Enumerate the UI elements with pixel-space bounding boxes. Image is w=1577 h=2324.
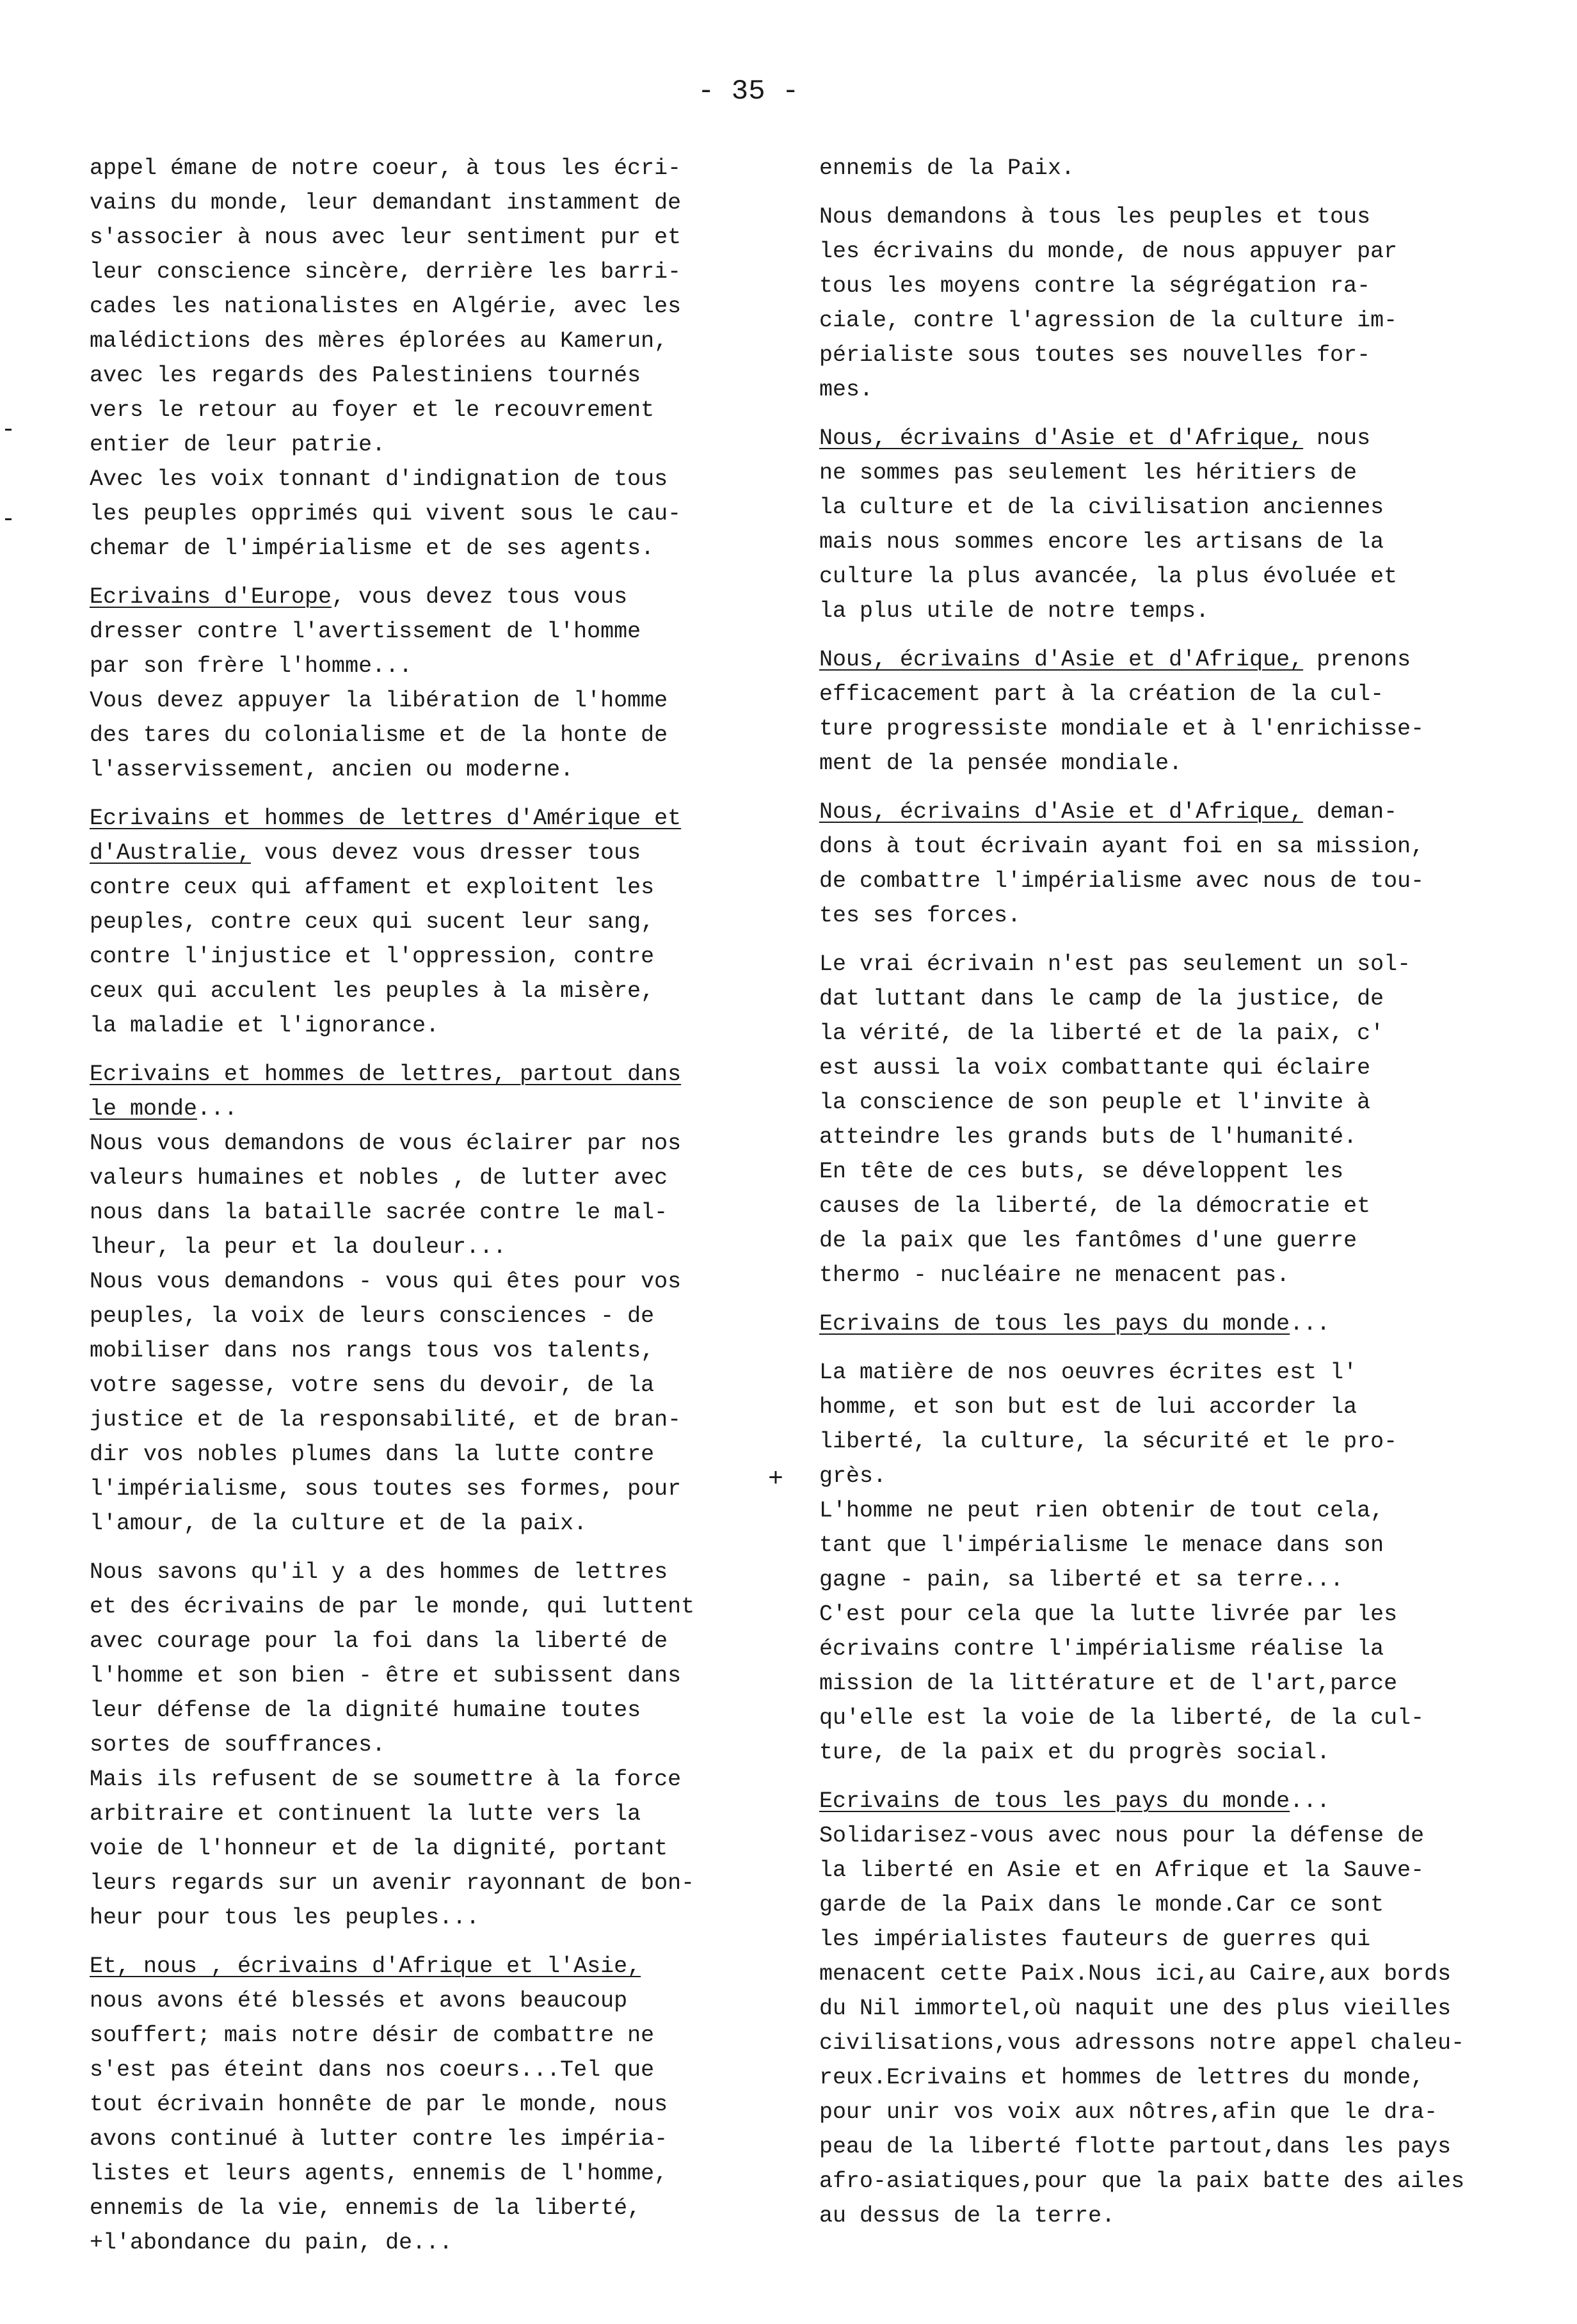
text-line: ne sommes pas seulement les héritiers de <box>819 460 1357 486</box>
text-line: entier de leur patrie. <box>90 432 386 458</box>
underlined-heading: Ecrivains de tous les pays du monde <box>819 1311 1290 1337</box>
text-line: L'homme ne peut rien obtenir de tout cela, <box>819 1498 1384 1524</box>
text-line: ciale, contre l'agression de la culture im- <box>819 308 1398 333</box>
text-line: grès. <box>819 1463 887 1489</box>
text-line: s'est pas éteint dans nos coeurs...Tel que <box>90 2057 655 2083</box>
text-line: reux.Ecrivains et hommes de lettres du monde, <box>819 2065 1425 2090</box>
text-line: l'asservissement, ancien ou moderne. <box>90 757 574 783</box>
text-line: leurs regards sur un avenir rayonnant de bon- <box>90 1870 695 1896</box>
paragraph <box>90 1555 781 1935</box>
underlined-heading: Nous, écrivains d'Asie et d'Afrique, <box>819 799 1304 825</box>
text-line: Et, nous , écrivains d'Afrique et l'Asie, <box>90 1954 641 1979</box>
text-line: de la paix que les fantômes d'une guerre <box>819 1228 1357 1254</box>
paragraph <box>90 1949 781 2260</box>
text-line: cades les nationalistes en Algérie, avec les <box>90 294 682 319</box>
text-line: En tête de ces buts, se développent les <box>819 1159 1344 1184</box>
text-line: pour unir vos voix aux nôtres,afin que le dra- <box>819 2099 1438 2125</box>
left-column <box>90 151 784 2274</box>
page-number: - 35 - <box>698 76 799 107</box>
text-line: avec courage pour la foi dans la liberté de <box>90 1628 668 1654</box>
text-line: nous avons été blessés et avons beaucoup <box>90 1988 628 2014</box>
paragraph <box>819 642 1510 781</box>
text-line: culture la plus avancée, la plus évoluée et <box>819 564 1398 589</box>
text-line: la conscience de son peuple et l'invite à <box>819 1090 1371 1115</box>
text-line: justice et de la responsabilité, et de bran- <box>90 1407 682 1433</box>
text-line: Ecrivains et hommes de lettres, partout dans <box>90 1062 682 1087</box>
text-line: Nous, écrivains d'Asie et d'Afrique, nous <box>819 426 1371 451</box>
text-line: Ecrivains et hommes de lettres d'Amérique et <box>90 806 682 831</box>
text-line: qu'elle est la voie de la liberté, de la cul- <box>819 1705 1425 1731</box>
text-line: ennemis de la Paix. <box>819 155 1075 181</box>
text-line: Ecrivains de tous les pays du monde... <box>819 1311 1331 1337</box>
text-line: nous dans la bataille sacrée contre le mal- <box>90 1200 668 1225</box>
text-line: ture progressiste mondiale et à l'enrichisse- <box>819 716 1425 742</box>
text-line: Nous vous demandons - vous qui êtes pour vos <box>90 1269 682 1294</box>
text-line: la liberté en Asie et en Afrique et la Sauve- <box>819 1858 1425 1883</box>
text-line: Mais ils refusent de se soumettre à la force <box>90 1767 682 1792</box>
text-line: écrivains contre l'impérialisme réalise la <box>819 1636 1384 1662</box>
text-line: contre l'injustice et l'oppression, contre <box>90 944 655 969</box>
text-line: périaliste sous toutes ses nouvelles for- <box>819 342 1371 368</box>
text-line: Nous savons qu'il y a des hommes de lettres <box>90 1559 668 1585</box>
text-line: vains du monde, leur demandant instamment de <box>90 190 682 216</box>
text-line: Ecrivains de tous les pays du monde... <box>819 1788 1331 1814</box>
paragraph <box>819 795 1510 933</box>
text-line: ment de la pensée mondiale. <box>819 751 1183 776</box>
paragraph <box>819 1355 1510 1770</box>
text-line: l'amour, de la culture et de la paix. <box>90 1511 588 1536</box>
text-line: voie de l'honneur et de la dignité, portant <box>90 1836 668 1861</box>
text-line: vers le retour au foyer et le recouvrement <box>90 397 655 423</box>
text-line: liberté, la culture, la sécurité et le pro- <box>819 1429 1398 1454</box>
text-line: peuples, contre ceux qui sucent leur sang, <box>90 909 655 935</box>
paragraph <box>90 801 781 1043</box>
text-line: Nous vous demandons de vous éclairer par nos <box>90 1131 682 1156</box>
paragraph <box>90 1057 784 1541</box>
text-line: les peuples opprimés qui vivent sous le cau- <box>90 501 682 527</box>
text-line: par son frère l'homme... <box>90 653 413 679</box>
underlined-heading: Ecrivains de tous les pays du monde <box>819 1788 1290 1814</box>
text-line: s'associer à nous avec leur sentiment pur et <box>90 225 682 250</box>
text-line: garde de la Paix dans le monde.Car ce sont <box>819 1892 1384 1918</box>
text-line: ennemis de la vie, ennemis de la liberté, <box>90 2195 641 2221</box>
text-line: afro-asiatiques,pour que la paix batte des ailes <box>819 2169 1465 2194</box>
paragraph <box>819 947 1510 1293</box>
margin-tick <box>5 429 12 431</box>
text-line: Nous, écrivains d'Asie et d'Afrique, prenons <box>819 647 1411 673</box>
text-line: gagne - pain, sa liberté et sa terre... <box>819 1567 1344 1593</box>
text-line: atteindre les grands buts de l'humanité. <box>819 1124 1357 1150</box>
text-line: dir vos nobles plumes dans la lutte contre <box>90 1442 655 1467</box>
text-line: La matière de nos oeuvres écrites est l' <box>819 1360 1357 1385</box>
margin-tick <box>5 518 12 520</box>
text-line: peau de la liberté flotte partout,dans les pays <box>819 2134 1452 2160</box>
text-line: mobiliser dans nos rangs tous vos talents, <box>90 1338 655 1364</box>
text-line: votre sagesse, votre sens du devoir, de la <box>90 1373 655 1398</box>
text-line: Vous devez appuyer la libération de l'homme <box>90 688 668 713</box>
text-line: causes de la liberté, de la démocratie et <box>819 1193 1371 1219</box>
text-line: souffert; mais notre désir de combattre ne <box>90 2023 655 2048</box>
text-line: menacent cette Paix.Nous ici,au Caire,aux bords <box>819 1961 1452 1987</box>
text-line: du Nil immortel,où naquit une des plus vieilles <box>819 1996 1452 2021</box>
paragraph <box>819 1307 1510 1341</box>
text-line: valeurs humaines et nobles , de lutter avec <box>90 1165 668 1191</box>
text-line: Nous, écrivains d'Asie et d'Afrique, deman- <box>819 799 1398 825</box>
text-line: l'impérialisme, sous toutes ses formes, pour <box>90 1476 682 1502</box>
text-line: arbitraire et continuent la lutte vers la <box>90 1801 641 1827</box>
text-line: ture, de la paix et du progrès social. <box>819 1740 1331 1765</box>
paragraph <box>90 580 781 787</box>
underlined-heading: Nous, écrivains d'Asie et d'Afrique, <box>819 426 1304 451</box>
text-line: est aussi la voix combattante qui éclaire <box>819 1055 1371 1081</box>
text-line: sortes de souffrances. <box>90 1732 386 1758</box>
text-line: mission de la littérature et de l'art,parce <box>819 1671 1398 1696</box>
text-line: la culture et de la civilisation anciennes <box>819 495 1384 520</box>
text-line: le monde... <box>90 1096 238 1122</box>
text-line: homme, et son but est de lui accorder la <box>819 1394 1357 1420</box>
paragraph <box>819 421 1510 628</box>
paragraph <box>90 151 781 566</box>
text-line: C'est pour cela que la lutte livrée par les <box>819 1602 1398 1627</box>
text-line: avons continué à lutter contre les impéria- <box>90 2126 668 2152</box>
text-line: tant que l'impérialisme le menace dans son <box>819 1532 1384 1558</box>
text-line: leur défense de la dignité humaine toutes <box>90 1698 641 1723</box>
text-line: dresser contre l'avertissement de l'homme <box>90 619 641 644</box>
text-line: efficacement part à la création de la cul- <box>819 681 1384 707</box>
text-line: mais nous sommes encore les artisans de la <box>819 529 1384 555</box>
text-line: contre ceux qui affament et exploitent les <box>90 875 655 900</box>
text-line: tout écrivain honnête de par le monde, nous <box>90 2092 668 2117</box>
right-column <box>819 151 1510 2247</box>
text-line: peuples, la voix de leurs consciences - de <box>90 1303 655 1329</box>
text-line: malédictions des mères éplorées au Kamerun, <box>90 328 668 354</box>
text-line: de combattre l'impérialisme avec nous de tou- <box>819 868 1425 894</box>
text-line: Le vrai écrivain n'est pas seulement un sol- <box>819 951 1411 977</box>
text-line: et des écrivains de par le monde, qui luttent <box>90 1594 695 1620</box>
text-line: listes et leurs agents, ennemis de l'homme, <box>90 2161 668 2186</box>
text-line: chemar de l'impérialisme et de ses agents. <box>90 536 655 561</box>
paragraph <box>819 1784 1510 2233</box>
text-line: au dessus de la terre. <box>819 2203 1116 2229</box>
underlined-heading: le monde <box>90 1096 198 1122</box>
text-line: lheur, la peur et la douleur... <box>90 1234 507 1260</box>
text-line: avec les regards des Palestiniens tournés <box>90 363 641 388</box>
text-line: thermo - nucléaire ne menacent pas. <box>819 1262 1290 1288</box>
text-line: ceux qui acculent les peuples à la misère, <box>90 978 655 1004</box>
text-line: tous les moyens contre la ségrégation ra- <box>819 273 1371 299</box>
text-line: appel émane de notre coeur, à tous les écri- <box>90 155 682 181</box>
text-line: civilisations,vous adressons notre appel chaleu- <box>819 2030 1465 2056</box>
text-line: leur conscience sincère, derrière les barri- <box>90 259 682 285</box>
text-line: l'homme et son bien - être et subissent dans <box>90 1663 682 1689</box>
text-line: des tares du colonialisme et de la honte de <box>90 722 668 748</box>
text-line: les écrivains du monde, de nous appuyer par <box>819 239 1398 264</box>
text-line: Avec les voix tonnant d'indignation de tous <box>90 466 668 492</box>
text-line: mes. <box>819 377 874 402</box>
text-line: dat luttant dans le camp de la justice, de <box>819 986 1384 1012</box>
text-line: heur pour tous les peuples... <box>90 1905 480 1930</box>
text-line: la plus utile de notre temps. <box>819 598 1210 624</box>
text-line: la vérité, de la liberté et de la paix, c' <box>819 1021 1384 1046</box>
text-line: les impérialistes fauteurs de guerres qui <box>819 1927 1371 1952</box>
underlined-heading: d'Australie, <box>90 840 252 866</box>
underlined-heading: Ecrivains d'Europe <box>90 584 332 610</box>
text-line: d'Australie, vous devez vous dresser tous <box>90 840 641 866</box>
paragraph <box>819 200 1510 407</box>
text-line: +l'abondance du pain, de... <box>90 2230 453 2256</box>
text-line: Ecrivains d'Europe, vous devez tous vous <box>90 584 628 610</box>
paragraph <box>819 151 1510 186</box>
text-line: la maladie et l'ignorance. <box>90 1013 440 1039</box>
text-line: Nous demandons à tous les peuples et tous <box>819 204 1371 230</box>
text-line: dons à tout écrivain ayant foi en sa mission, <box>819 834 1425 859</box>
text-line: Solidarisez-vous avec nous pour la défense de <box>819 1823 1425 1849</box>
text-line: tes ses forces. <box>819 903 1021 928</box>
margin-plus-mark: + <box>768 1465 784 1494</box>
underlined-heading: Nous, écrivains d'Asie et d'Afrique, <box>819 647 1304 673</box>
